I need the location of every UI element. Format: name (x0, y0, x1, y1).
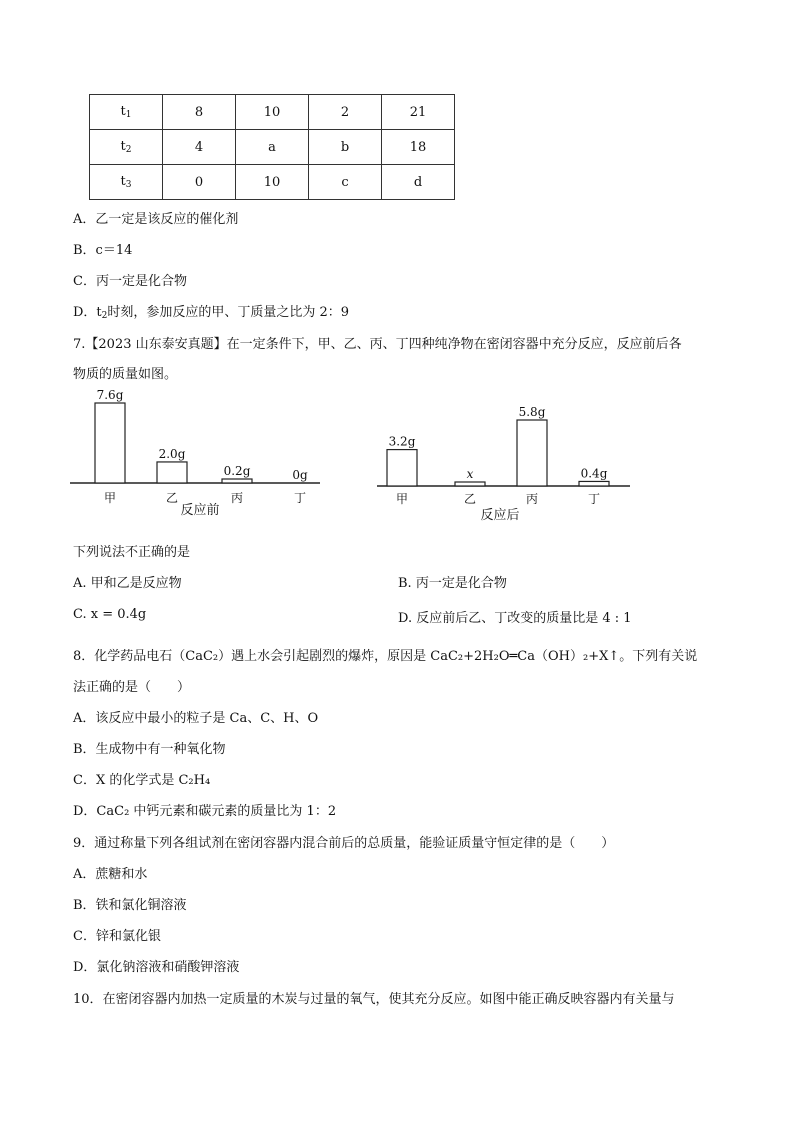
chart-bar (579, 481, 609, 486)
row-label: $t_3$ (90, 165, 163, 200)
table-cell: 8 (163, 95, 236, 130)
chart-category-label: 丁 (587, 492, 601, 506)
q8-stem-line1: 8．化学药品电石（CaC₂）遇上水会引起剧烈的爆炸，原因是 CaC₂+2H₂O═Ca（OH）₂+X↑。下列有关说 (73, 649, 698, 664)
table-cell: 4 (163, 130, 236, 165)
chart-data-label: 0.2g (223, 464, 251, 478)
data-table (89, 94, 455, 200)
table-cell: 21 (382, 95, 455, 130)
chart-bar (95, 403, 125, 483)
chart-category-label: 甲 (395, 492, 409, 506)
chart-category-label: 丙 (525, 492, 539, 506)
q7-stem-line2: 物质的质量如图。 (73, 367, 178, 382)
table-cell: 2 (309, 95, 382, 130)
q10-stem: 10．在密闭容器内加热一定质量的木炭与过量的氧气，使其充分反应。如图中能正确反映容器内有关量与 (73, 992, 675, 1007)
q6-option-b: B．c＝14 (73, 243, 133, 258)
chart-title: 反应后 (480, 508, 520, 523)
q9-option-d: D．氯化钠溶液和硝酸钾溶液 (73, 960, 240, 975)
q8-option-a: A．该反应中最小的粒子是 Ca、C、H、O (73, 711, 319, 726)
chart-data-label: 0.4g (580, 466, 608, 481)
chart-bar (157, 462, 187, 483)
table-cell: 10 (236, 165, 309, 200)
chart-category-label: 乙 (165, 491, 179, 505)
table-row (90, 130, 455, 165)
q8-option-d: D．CaC₂ 中钙元素和碳元素的质量比为 1：2 (73, 804, 337, 819)
q8-option-b: B．生成物中有一种氧化物 (73, 742, 226, 757)
q7-prompt: 下列说法不正确的是 (73, 545, 191, 560)
table-cell: d (382, 165, 455, 200)
chart-after (372, 405, 642, 530)
row-label: $t_2$ (90, 130, 163, 165)
chart-data-label: 0g (292, 468, 308, 482)
chart-data-label: 5.8g (518, 405, 546, 419)
table-row (90, 95, 455, 130)
table-cell: a (236, 130, 309, 165)
table-cell: 0 (163, 165, 236, 200)
q9-option-b: B．铁和氯化铜溶液 (73, 898, 187, 913)
q6-option-d: D．$t_2$时刻，参加反应的甲、丁质量之比为 2：9 (73, 305, 350, 321)
chart-bar (222, 479, 252, 483)
chart-bar (455, 482, 485, 486)
table-cell: 10 (236, 95, 309, 130)
q9-option-a: A．蔗糖和水 (73, 867, 148, 882)
chart-category-label: 丙 (230, 491, 244, 505)
chart-category-label: 乙 (463, 492, 477, 506)
q9-option-c: C．锌和氯化银 (73, 929, 161, 944)
row-label: $t_1$ (90, 95, 163, 130)
q7-stem-line1: 7.【2023 山东泰安真题】在一定条件下，甲、乙、丙、丁四种纯净物在密闭容器中充分反应，反应前后各 (73, 337, 682, 352)
chart-data-label: x (466, 467, 474, 481)
chart-category-label: 丁 (293, 491, 307, 505)
q8-stem-line2: 法正确的是（ ） (73, 680, 191, 695)
table-cell: c (309, 165, 382, 200)
q6-option-c: C．丙一定是化合物 (73, 274, 187, 289)
q7-option-c: C. x = 0.4g (73, 607, 147, 622)
q7-option-a: A. 甲和乙是反应物 (73, 576, 182, 591)
chart-title: 反应前 (180, 503, 220, 518)
table-row (90, 165, 455, 200)
chart-bar (387, 450, 417, 486)
q9-stem: 9．通过称量下列各组试剂在密闭容器内混合前后的总质量，能验证质量守恒定律的是（ ） (73, 836, 615, 851)
q7-option-d: D. 反应前后乙、丁改变的质量比是 4 : 1 (398, 611, 632, 626)
chart-data-label: 2.0g (158, 446, 186, 461)
table-cell: b (309, 130, 382, 165)
chart-data-label: 7.6g (96, 390, 124, 402)
q7-option-b: B. 丙一定是化合物 (398, 576, 507, 591)
chart-before (70, 390, 340, 525)
q8-option-c: C．X 的化学式是 C₂H₄ (73, 773, 211, 788)
q6-option-a: A．乙一定是该反应的催化剂 (73, 212, 239, 227)
chart-category-label: 甲 (103, 491, 117, 505)
chart-bar (517, 420, 547, 486)
chart-data-label: 3.2g (388, 434, 416, 449)
table-cell: 18 (382, 130, 455, 165)
